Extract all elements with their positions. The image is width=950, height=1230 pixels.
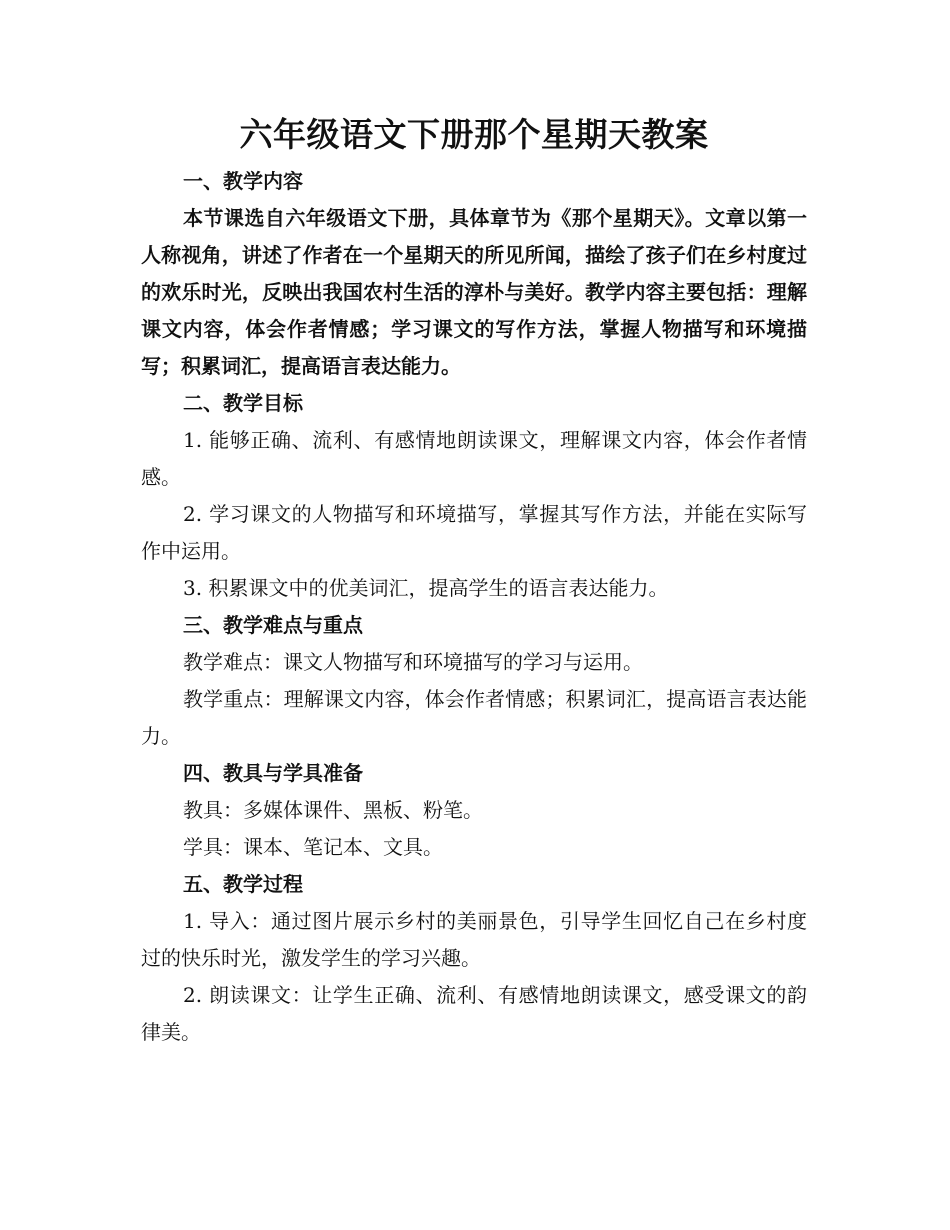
process-step-1: 1. 导入：通过图片展示乡村的美丽景色，引导学生回忆自己在乡村度过的快乐时光，激发学生的学习兴趣。 — [141, 908, 807, 970]
section-heading-objectives: 二、教学目标 — [183, 390, 303, 415]
section-heading-process: 五、教学过程 — [183, 871, 303, 896]
document-title: 六年级语文下册那个星期天教案 — [239, 115, 709, 154]
content-paragraph: 本节课选自六年级语文下册，具体章节为《那个星期天》。文章以第一人称视角，讲述了作者在一个星期天的所见所闻，描绘了孩子们在乡村度过的欢乐时光，反映出我国农村生活的淳朴与美好。教学内容主要包括：理解课文内容，体会作者情感；学习课文的写作方法，掌握人物描写和环境描写；积累词汇，提高语言表达能力。 — [141, 205, 807, 378]
teaching-aids-paragraph: 教具：多媒体课件、黑板、粉笔。 — [183, 797, 483, 822]
process-step-2: 2. 朗读课文：让学生正确、流利、有感情地朗读课文，感受课文的韵律美。 — [141, 982, 807, 1044]
learning-aids-paragraph: 学具：课本、笔记本、文具。 — [183, 834, 443, 859]
section-heading-content: 一、教学内容 — [183, 168, 303, 193]
key-point-paragraph: 教学重点：理解课文内容，体会作者情感；积累词汇，提高语言表达能力。 — [141, 686, 807, 748]
section-heading-difficulties: 三、教学难点与重点 — [183, 612, 363, 637]
difficulty-paragraph: 教学难点：课文人物描写和环境描写的学习与运用。 — [183, 649, 643, 674]
objective-item-1: 1. 能够正确、流利、有感情地朗读课文，理解课文内容，体会作者情感。 — [141, 427, 807, 489]
objective-item-2: 2. 学习课文的人物描写和环境描写，掌握其写作方法，并能在实际写作中运用。 — [141, 501, 807, 563]
document-page — [141, 100, 807, 1051]
objective-item-3: 3. 积累课文中的优美词汇，提高学生的语言表达能力。 — [183, 575, 669, 600]
section-heading-materials: 四、教具与学具准备 — [183, 760, 363, 785]
